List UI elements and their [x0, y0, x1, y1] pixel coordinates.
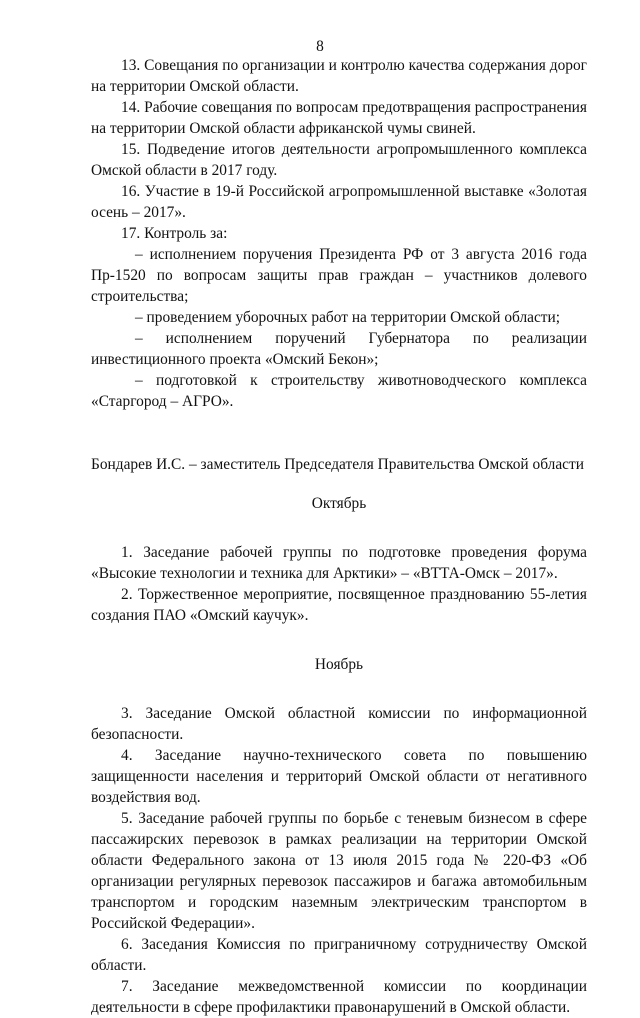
person-heading: Бондарев И.С. – заместитель Председателя Правительства Омской области	[91, 456, 584, 473]
list-item: 15. Подведение итогов деятельности агропромышленного комплекса Омской области в 2017 году.	[91, 141, 587, 179]
control-item: – проведением уборочных работ на территории Омской области;	[135, 309, 561, 326]
page-number: 8	[316, 38, 324, 55]
list-item: 2. Торжественное мероприятие, посвященное празднованию 55-летия создания ПАО «Омский каучук».	[91, 586, 587, 624]
month-heading-october: Октябрь	[311, 495, 367, 512]
list-item: 4. Заседание научно-технического совета по повышению защищенности населения и территорий Омской области от негативного воздействия вод.	[91, 747, 587, 806]
control-item: – исполнением поручения Президента РФ от 3 августа 2016 года Пр-1520 по вопросам защиты прав граждан – участников долевого строительства;	[91, 246, 587, 305]
control-item: – исполнением поручений Губернатора по реализации инвестиционного проекта «Омский Бекон»;	[91, 330, 587, 368]
list-item: 5. Заседание рабочей группы по борьбе с теневым бизнесом в сфере пассажирских перевозок в рамках реализации на территории Омской области Федерального закона от 13 июля 2015 года № 220-ФЗ «Об организации регулярных перевозок пассажиров и багажа автомобильным транспортом и городским наземным электрическим транспортом в Российской Федерации».	[91, 810, 587, 932]
document-body	[91, 55, 587, 1018]
list-item: 3. Заседание Омской областной комиссии по информационной безопасности.	[91, 705, 587, 743]
list-item: 16. Участие в 19-й Российской агропромышленной выставке «Золотая осень – 2017».	[91, 183, 587, 221]
month-heading-november: Ноябрь	[314, 656, 364, 673]
list-item: 14. Рабочие совещания по вопросам предотвращения распространения на территории Омской области африканской чумы свиней.	[91, 99, 587, 137]
list-item: 6. Заседания Комиссия по приграничному сотрудничеству Омской области.	[91, 936, 587, 974]
list-item: 7. Заседание межведомственной комиссии по координации деятельности в сфере профилактики правонарушений в Омской области.	[91, 978, 587, 1016]
control-item: – подготовкой к строительству животноводческого комплекса «Старгород – АГРО».	[91, 372, 587, 410]
list-item: 1. Заседание рабочей группы по подготовке проведения форума «Высокие технологии и техника для Арктики» – «ВТТА-Омск – 2017».	[91, 544, 587, 582]
list-item: 17. Контроль за:	[121, 225, 228, 242]
list-item: 13. Совещания по организации и контролю качества содержания дорог на территории Омской области.	[91, 57, 587, 95]
